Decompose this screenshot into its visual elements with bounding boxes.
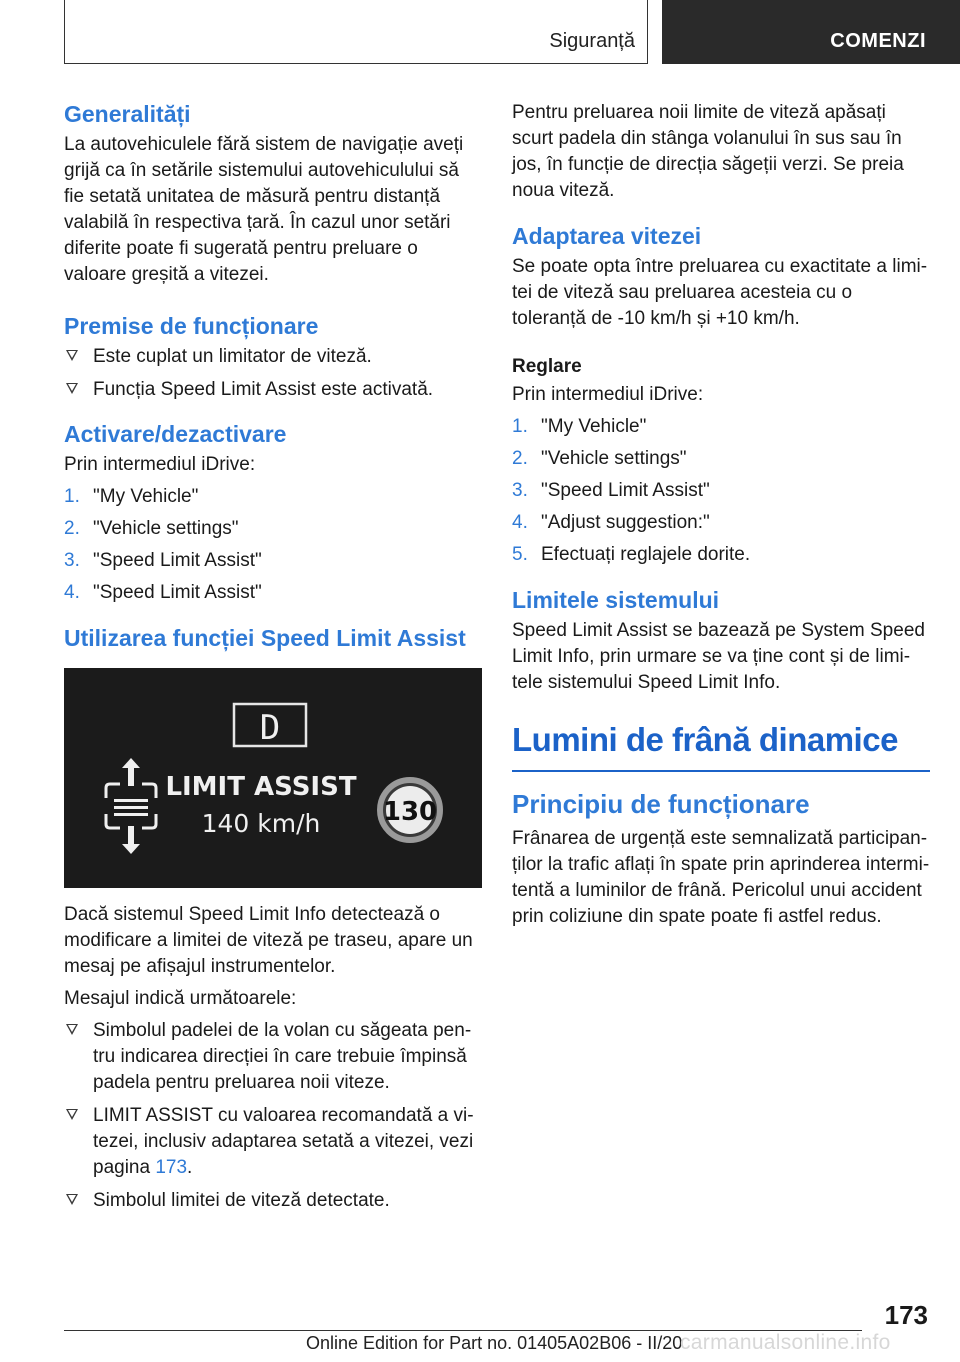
- paragraph-adaptarea: Se poate opta între preluarea cu exactitate a limitei de viteză sau preluarea acesteia cu o toleranță de -10 km/h și +10 km/h.: [512, 256, 928, 329]
- list-item: Simbolul padelei de la volan cu săgeata pentru indicarea direcției în care trebuie împinsă padela pentru preluarea noii viteze.: [64, 1018, 482, 1096]
- list-item: Simbolul limitei de viteză detectate.: [64, 1188, 482, 1214]
- left-column: [64, 100, 482, 1221]
- list-item: 4. "Adjust suggestion:": [512, 512, 710, 533]
- list-item: 5. Efectuați reglajele dorite.: [512, 544, 751, 565]
- triangle-bullet-icon: [66, 350, 78, 361]
- list-item: 2. "Vehicle settings": [512, 448, 687, 469]
- watermark: carmanualsonline.info: [680, 1331, 891, 1354]
- page-number: 173: [884, 1300, 928, 1330]
- header-section-box: [64, 0, 648, 64]
- heading-utilizarea: Utilizarea funcției Speed Limit Assist: [64, 625, 466, 651]
- chapter-title: Lumini de frână dinamice: [512, 718, 930, 772]
- list-item: 3. "Speed Limit Assist": [64, 550, 262, 571]
- heading-reglare: Reglare: [512, 356, 582, 377]
- triangle-bullet-icon: [66, 1194, 78, 1205]
- list-item: 2. "Vehicle settings": [64, 518, 239, 539]
- heading-premise: Premise de funcționare: [64, 313, 319, 339]
- heading-activare: Activare/dezactivare: [64, 421, 287, 447]
- triangle-bullet-icon: [66, 1109, 78, 1120]
- paragraph-detectare: Dacă sistemul Speed Limit Info detectează o modificare a limitei de viteză pe traseu, apare un mesaj pe afișajul instrumentelor.: [64, 904, 473, 977]
- paragraph-limitele: Speed Limit Assist se bazează pe System Speed Limit Info, prin urmare se va ține cont și de limitele sistemului Speed Limit Info.: [512, 620, 925, 693]
- list-item: 4. "Speed Limit Assist": [64, 582, 262, 603]
- page-reference-link[interactable]: 173: [155, 1157, 188, 1178]
- list-item: 1. "My Vehicle": [64, 486, 199, 507]
- gear-indicator: D: [259, 708, 281, 748]
- speed-limit-sign-value: 130: [382, 797, 438, 827]
- list-item: Funcția Speed Limit Assist este activată.: [64, 377, 482, 403]
- paddle-arrow-icon: [106, 758, 156, 854]
- list-item: 3. "Speed Limit Assist": [512, 480, 710, 501]
- list-item: Este cuplat un limitator de viteză.: [64, 344, 482, 370]
- header-section-title: Siguranță: [549, 30, 635, 52]
- activare-steps: [64, 484, 482, 606]
- heading-limitele: Limitele sistemului: [512, 587, 720, 613]
- limit-assist-label: LIMIT ASSIST: [165, 772, 357, 802]
- activare-intro: Prin intermediul iDrive:: [64, 454, 256, 475]
- heading-principiu: Principiu de funcționare: [512, 789, 810, 819]
- header-chapter-box: [662, 0, 960, 64]
- heading-generalitati: Generalități: [64, 101, 191, 127]
- triangle-bullet-icon: [66, 1024, 78, 1035]
- right-column: [512, 100, 930, 936]
- triangle-bullet-icon: [66, 383, 78, 394]
- paragraph-generalitati: La autovehiculele fără sistem de navigație aveți grijă ca în setările sistemului autovehiculului să fie setată unitatea de măsură pentru distanță valabilă în respectiva țară. În cazul unor setări diferite poate fi sugerată pentru preluare o valoare greșită a vitezei.: [64, 134, 464, 285]
- header-chapter-title: COMENZI: [830, 30, 926, 52]
- reglare-steps: [512, 414, 930, 568]
- premise-list: [64, 344, 482, 403]
- heading-adaptarea: Adaptarea vitezei: [512, 223, 702, 249]
- list-item: LIMIT ASSIST cu valoarea recomandată a vitezei, inclusiv adaptarea setată a vitezei, vezi pagina 173.: [64, 1103, 482, 1181]
- paragraph-preluare: Pentru preluarea noii limite de viteză apăsați scurt padela din stânga volanului în sus sau în jos, în funcție de direcția săgeții verzi. Se preia noua viteză.: [512, 102, 904, 201]
- instrument-cluster-figure: [64, 668, 482, 888]
- footer-edition: Online Edition for Part no. 01405A02B06 - II/20: [306, 1333, 683, 1353]
- paragraph-principiu: Frânarea de urgență este semnalizată participanților la trafic aflați în spate prin aprinderea intermitentă a luminilor de frână. Pericolul unui accident prin coliziune din spate poate fi astfel redus.: [512, 828, 930, 927]
- list-item: 1. "My Vehicle": [512, 416, 647, 437]
- mesaj-intro: Mesajul indică următoarele:: [64, 988, 297, 1009]
- reglare-intro: Prin intermediul iDrive:: [512, 384, 704, 405]
- mesaj-list: [64, 1018, 482, 1214]
- limit-assist-speed: 140 km/h: [201, 809, 321, 838]
